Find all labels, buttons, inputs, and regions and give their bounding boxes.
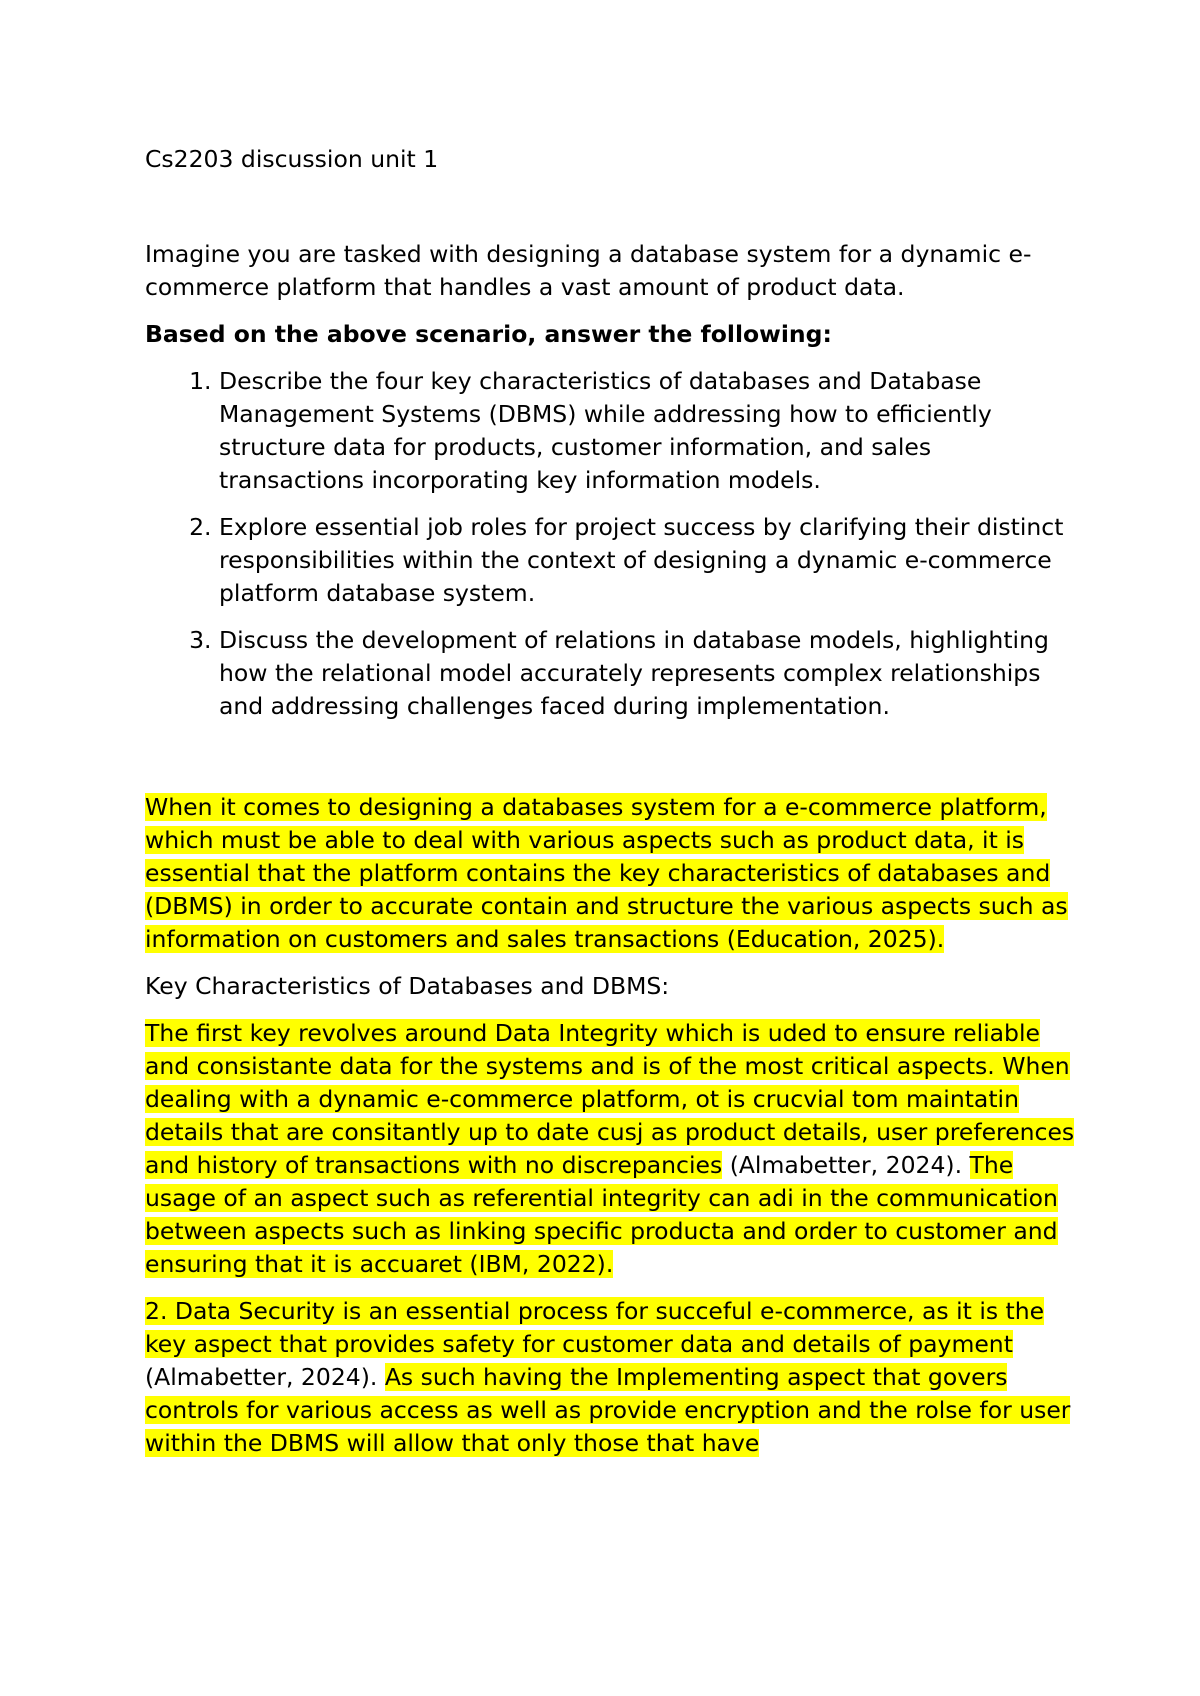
- data-integrity-paragraph: [145, 1017, 1080, 1281]
- section-heading: Key Characteristics of Databases and DBMS:: [145, 972, 670, 1000]
- highlighted-text: 2. Data Security is an essential process for succeful e-commerce, as it is the key aspect that provides safety for customer data and details of payment: [145, 1297, 1045, 1358]
- document-title: Cs2203 discussion unit 1: [145, 145, 439, 173]
- instructions-lead: Based on the above scenario, answer the following:: [145, 320, 832, 348]
- question-list: [145, 365, 1080, 723]
- scenario-intro: Imagine you are tasked with designing a database system for a dynamic e-commerce platform that handles a vast amount of product data.: [145, 240, 1032, 301]
- question-item: 1. Describe the four key characteristics of databases and Database Management Systems (DBMS) while addressing how to efficiently structure data for products, customer information, and sales transactions incorporating key information models.: [219, 365, 1080, 497]
- citation-text: (Almabetter, 2024).: [145, 1363, 385, 1391]
- question-item: 3. Discuss the development of relations in database models, highlighting how the relational model accurately represents complex relationships and addressing challenges faced during implementation.: [219, 624, 1080, 723]
- question-item: 2. Explore essential job roles for project success by clarifying their distinct responsibilities within the context of designing a dynamic e-commerce platform database system.: [219, 511, 1080, 610]
- citation-text: (Almabetter, 2024).: [722, 1151, 970, 1179]
- data-security-paragraph: [145, 1295, 1080, 1460]
- highlighted-text: The usage of an aspect such as referential integrity can adi in the communication between aspects such as linking specific producta and order to customer and ensuring that it is accuaret (IBM, 2022).: [145, 1151, 1058, 1278]
- highlighted-text: The first key revolves around Data Integrity which is uded to ensure reliable and consistante data for the systems and is of the most critical aspects. When dealing with a dynamic e-commerce platform, ot is crucvial tom maintatin details that are consitantly up to date cusj as product details, user preferences and history of transactions with no discrepancies: [145, 1019, 1075, 1179]
- answer-intro-paragraph: [145, 791, 1080, 956]
- spacer: [145, 737, 1080, 791]
- highlighted-text: When it comes to designing a databases system for a e-commerce platform, which must be able to deal with various aspects such as product data, it is essential that the platform contains the key characteristics of databases and (DBMS) in order to accurate contain and structure the various aspects such as information on customers and sales transactions (Education, 2025).: [145, 793, 1068, 953]
- highlighted-text: As such having the Implementing aspect that govers controls for various access as well as provide encryption and the rolse for user within the DBMS will allow that only those that have: [145, 1363, 1071, 1457]
